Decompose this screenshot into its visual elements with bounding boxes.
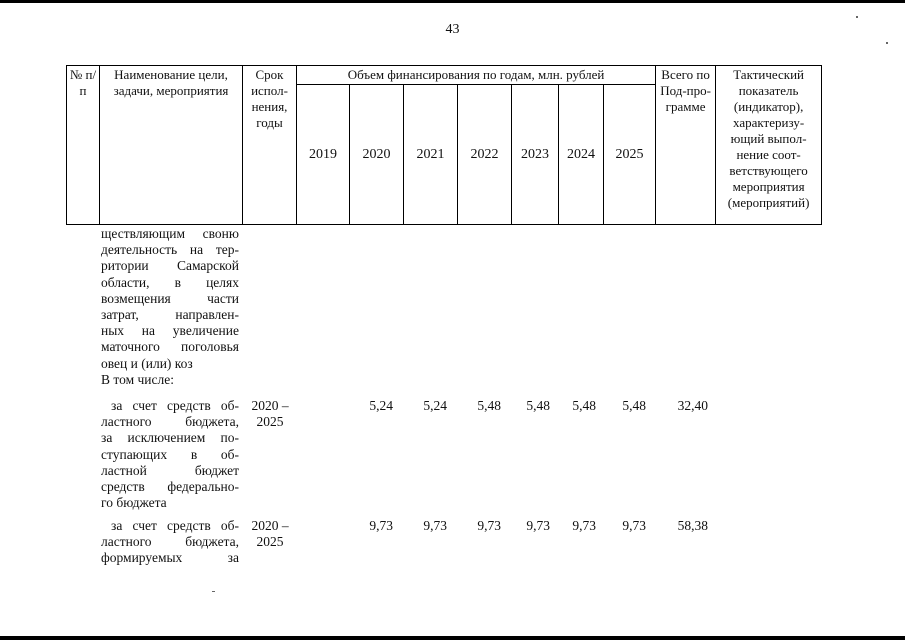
term-line: 2020 – [251, 398, 289, 413]
row-2-value-2023: 9,73 [526, 518, 550, 533]
row-1-value-2023: 5,48 [526, 398, 550, 413]
row-1-total: 32,40 [677, 398, 708, 413]
row-2-value-2022: 9,73 [477, 518, 501, 533]
header-indicator: Тактический показатель (индикатор), характеризу-ющий выпол-нение соот-ветствующего мероприятия (мероприятий) [716, 66, 822, 225]
row-2-value-2024: 9,73 [572, 518, 596, 533]
header-table [66, 65, 822, 225]
row-line: за счет средств об- [111, 398, 239, 413]
intro-line: деятельность на тер- [101, 242, 239, 258]
header-year: 2019 [297, 85, 350, 225]
table-body [0, 226, 905, 626]
row-line: ластной бюджет [101, 462, 239, 478]
intro-line: ритории Самарской [101, 258, 239, 274]
header-num: № п/п [67, 66, 100, 225]
intro-line: ществляющим своню [101, 226, 239, 241]
header-year: 2020 [350, 85, 404, 225]
row-1-value-2021: 5,24 [423, 398, 447, 413]
row-line: за исключением по- [101, 430, 239, 446]
row-line: ластного бюджета, [101, 414, 239, 430]
header-total: Всего по Под-про-грамме [656, 66, 716, 225]
bottom-border-line [0, 636, 905, 640]
row-line: ластного бюджета, [101, 534, 239, 550]
intro-line: ных на увеличение [101, 323, 239, 339]
header-term: Срок испол-нения, годы [243, 66, 297, 225]
row-line: за счет средств об- [111, 518, 239, 533]
row-2-total: 58,38 [677, 518, 708, 533]
header-financing: Объем финансирования по годам, млн. рублей [297, 66, 656, 85]
row-1-value-2022: 5,48 [477, 398, 501, 413]
row-1-value-2024: 5,48 [572, 398, 596, 413]
row-line: ступающих в об- [101, 446, 239, 462]
row-line: средств федерально- [101, 478, 239, 494]
header-year: 2024 [559, 85, 604, 225]
page-number: 43 [445, 22, 460, 37]
row-1-value-2025: 5,48 [622, 398, 646, 413]
intro-line: возмещения части [101, 290, 239, 306]
row-line: го бюджета [101, 495, 167, 511]
intro-text [101, 226, 239, 388]
header-year: 2023 [512, 85, 559, 225]
row-1-term [246, 398, 294, 430]
row-1-value-2020: 5,24 [369, 398, 393, 413]
intro-line: затрат, направлен- [101, 306, 239, 322]
row-1-description [101, 398, 239, 511]
term-line: 2020 – [251, 518, 289, 533]
top-border-line [0, 0, 905, 3]
scan-speck [856, 16, 858, 18]
scan-speck [886, 42, 888, 44]
header-year: 2025 [604, 85, 656, 225]
row-2-term [246, 518, 294, 550]
header-year: 2022 [458, 85, 512, 225]
term-line: 2025 [256, 534, 284, 550]
row-2-value-2025: 9,73 [622, 518, 646, 533]
row-2-value-2020: 9,73 [369, 518, 393, 533]
row-2-value-2021: 9,73 [423, 518, 447, 533]
intro-line: маточного поголовья [101, 339, 239, 355]
intro-line: овец и (или) коз [101, 355, 193, 371]
row-2-description [101, 518, 239, 567]
intro-line: области, в целях [101, 274, 239, 290]
intro-line: В том числе: [101, 371, 174, 387]
term-line: 2025 [256, 414, 284, 430]
header-name: Наименование цели, задачи, мероприятия [100, 66, 243, 225]
header-year: 2021 [404, 85, 458, 225]
row-line: формируемых за [101, 550, 239, 566]
